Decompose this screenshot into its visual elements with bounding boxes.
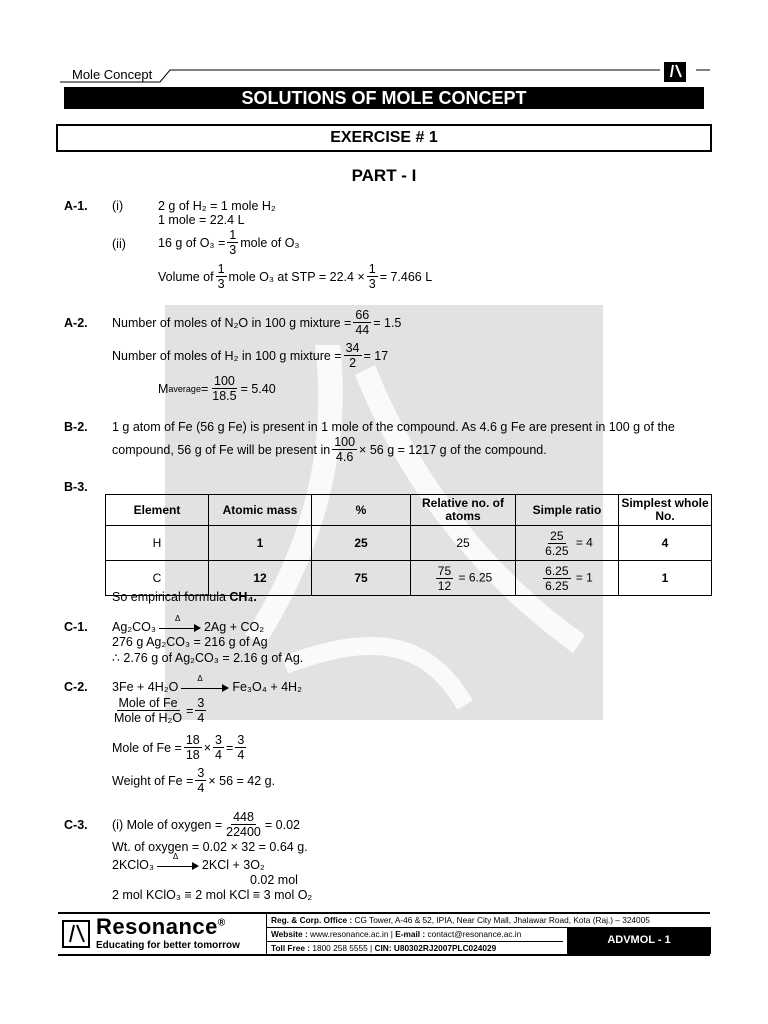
col-header: Element xyxy=(106,495,209,526)
a1-ii: (ii) xyxy=(112,237,126,251)
col-header: Simplest whole No. xyxy=(619,495,712,526)
toll-free: Toll Free : 1800 258 5555 | CIN: U80302RJ2007PLC024029 xyxy=(271,943,497,953)
q-label-a2: A-2. xyxy=(64,316,88,330)
cell-pct: 25 xyxy=(312,526,411,561)
c3-line4: 0.02 mol xyxy=(250,873,298,887)
b3-conclusion: So empirical formula CH₄. xyxy=(112,590,257,604)
footer xyxy=(58,912,710,956)
exercise-heading: EXERCISE # 1 xyxy=(56,124,712,152)
resonance-logo-icon xyxy=(62,920,90,948)
chapter-label: Mole Concept xyxy=(72,67,153,82)
col-header: Simple ratio xyxy=(516,495,619,526)
c2-line2: $\frac{\text{Mole of Fe}}{\text{Mole of H₂O}}$ = $\frac{3}{4}$ xyxy=(114,696,205,725)
q-label-b2: B-2. xyxy=(64,420,88,434)
cell-ratio: $\frac{6.25}{6.25}$ = 1 xyxy=(516,561,619,596)
col-header: Relative no. of atoms xyxy=(411,495,516,526)
a1-line1: 2 g of H₂ = 1 mole H₂ xyxy=(158,199,276,213)
cell-element: C xyxy=(106,561,209,596)
c1-line2: 276 g Ag₂CO₃ = 216 g of Ag xyxy=(112,635,268,649)
office-address: Reg. & Corp. Office : CG Tower, A-46 & 52, IPIA, Near City Mall, Jhalawar Road, Kota (Raj.) – 324005 xyxy=(267,914,711,928)
col-header: % xyxy=(312,495,411,526)
header-rule xyxy=(60,60,710,85)
q-label-c3: C-3. xyxy=(64,818,88,832)
cell-rel: $\frac{75}{12}$ = 6.25 xyxy=(411,561,516,596)
cell-element: H xyxy=(106,526,209,561)
a2-line2: Number of moles of H₂ in 100 g mixture = $\frac{34}{2}$ = 17 xyxy=(112,341,389,370)
c2-line3: Mole of Fe = $\frac{18}{18}$ × $\frac{3}{4}$ = $\frac{3}{4}$ xyxy=(112,733,245,762)
b3-table xyxy=(105,494,712,596)
page-title: SOLUTIONS OF MOLE CONCEPT xyxy=(64,87,704,109)
web-contact: Website : www.resonance.ac.in | E-mail : contact@resonance.ac.in xyxy=(267,928,563,942)
q-label-c1: C-1. xyxy=(64,620,88,634)
a1-i: (i) xyxy=(112,199,124,213)
c3-line2: Wt. of oxygen = 0.02 × 32 = 0.64 g. xyxy=(112,840,308,854)
c2-line1: 3Fe + 4H₂O Δ Fe₃O₄ + 4H₂ xyxy=(112,673,302,694)
table-header-row xyxy=(106,495,712,526)
a1-line3: 16 g of O₃ = $\frac{1}{3}$ mole of O₃ xyxy=(158,228,300,257)
brand-tagline: Educating for better tomorrow xyxy=(96,940,240,951)
col-header: Atomic mass xyxy=(209,495,312,526)
brand-name: Resonance® xyxy=(96,914,226,939)
part-heading: PART - I xyxy=(351,166,417,185)
page-code: ADVMOL - 1 xyxy=(567,927,711,954)
c3-line5: 2 mol KClO₃ ≡ 2 mol KCl ≡ 3 mol O₂ xyxy=(112,888,313,902)
c2-line4: Weight of Fe = $\frac{3}{4}$ × 56 = 42 g. xyxy=(112,766,276,795)
cell-ratio: $\frac{25}{6.25}$ = 4 xyxy=(516,526,619,561)
cell-rel: 25 xyxy=(411,526,516,561)
b2-line2: compound, 56 g of Fe will be present in $\frac{100}{4.6}$ × 56 g = 1217 g of the compound. xyxy=(112,435,547,464)
q-label-b3: B-3. xyxy=(64,480,88,494)
reaction-arrow: Δ xyxy=(157,861,199,871)
table-row xyxy=(106,526,712,561)
c3-line3: 2KClO₃ Δ 2KCl + 3O₂ xyxy=(112,851,265,872)
cell-whole: 4 xyxy=(619,526,712,561)
q-label-c2: C-2. xyxy=(64,680,88,694)
c3-line1: (i) Mole of oxygen = $\frac{448}{22400}$ = 0.02 xyxy=(112,810,300,839)
a2-line1: Number of moles of N₂O in 100 g mixture = $\frac{66}{44}$ = 1.5 xyxy=(112,308,402,337)
reaction-arrow: Δ xyxy=(181,683,229,693)
cell-mass: 1 xyxy=(209,526,312,561)
cell-mass: 12 xyxy=(209,561,312,596)
b2-line1: 1 g atom of Fe (56 g Fe) is present in 1 mole of the compound. As 4.6 g Fe are present in 100 g of the xyxy=(112,420,675,434)
a1-line2: 1 mole = 22.4 L xyxy=(158,213,245,227)
a1-line4: Volume of $\frac{1}{3}$ mole O₃ at STP = 22.4 × $\frac{1}{3}$ = 7.466 L xyxy=(158,262,433,291)
header-logo-icon xyxy=(664,62,686,82)
cell-pct: 75 xyxy=(312,561,411,596)
c1-line3: ∴ 2.76 g of Ag₂CO₃ = 2.16 g of Ag. xyxy=(112,651,304,665)
c1-line1: Ag₂CO₃ Δ 2Ag + CO₂ xyxy=(112,613,265,634)
a2-line3: M average = $\frac{100}{18.5}$ = 5.40 xyxy=(158,374,276,403)
q-label-a1: A-1. xyxy=(64,199,88,213)
cell-whole: 1 xyxy=(619,561,712,596)
reaction-arrow: Δ xyxy=(159,623,201,633)
